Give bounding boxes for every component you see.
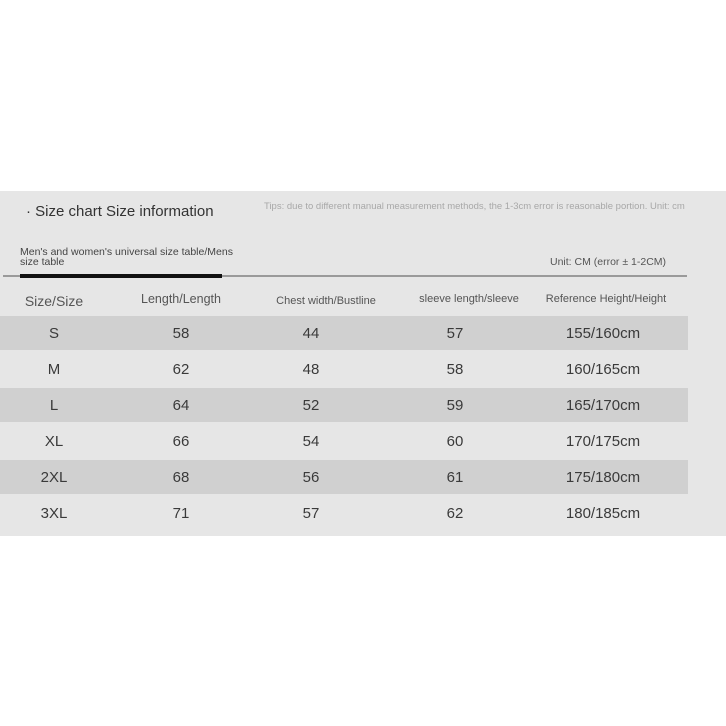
length-cell: 64 [172,397,190,414]
chest-cell: 57 [302,505,320,522]
length-cell: 68 [172,469,190,486]
length-cell: 66 [172,433,190,450]
column-header-chest: Chest width/Bustline [276,295,376,307]
height-cell: 155/160cm [565,325,641,342]
chest-cell: 54 [302,433,320,450]
table-row [0,316,688,350]
chest-cell: 52 [302,397,320,414]
chest-cell: 44 [302,325,320,342]
column-header-length: Length/Length [141,292,221,306]
table-row [0,460,688,494]
table-row [0,352,688,386]
size-cell: 3XL [40,505,68,522]
table-row [0,424,688,458]
chest-cell: 48 [302,361,320,378]
size-cell: XL [44,433,64,450]
subtitle-underline [20,274,222,278]
size-cell: M [47,361,61,378]
length-cell: 62 [172,361,190,378]
height-cell: 180/185cm [565,505,641,522]
column-header-size: Size/Size [24,293,84,309]
sleeve-cell: 61 [446,469,464,486]
size-cell: 2XL [40,469,68,486]
size-cell: S [48,325,60,342]
sleeve-cell: 62 [446,505,464,522]
length-cell: 71 [172,505,190,522]
size-cell: L [49,397,59,414]
column-header-height: Reference Height/Height [545,293,667,305]
chest-cell: 56 [302,469,320,486]
height-cell: 165/170cm [565,397,641,414]
height-cell: 160/165cm [565,361,641,378]
height-cell: 175/180cm [565,469,641,486]
sleeve-cell: 58 [446,361,464,378]
unit-note: Unit: CM (error ± 1-2CM) [550,256,667,268]
size-chart-panel [0,191,726,536]
height-cell: 170/175cm [565,433,641,450]
page-title: · Size chart Size information [26,203,214,220]
table-row [0,496,688,530]
table-subtitle: Men's and women's universal size table/Mens size table [20,246,233,268]
sleeve-cell: 60 [446,433,464,450]
table-row [0,388,688,422]
measurement-tips: Tips: due to different manual measurement methods, the 1-3cm error is reasonable portion. Unit: cm [264,201,685,212]
sleeve-cell: 59 [446,397,464,414]
column-header-sleeve: sleeve length/sleeve [419,293,519,305]
sleeve-cell: 57 [446,325,464,342]
length-cell: 58 [172,325,190,342]
